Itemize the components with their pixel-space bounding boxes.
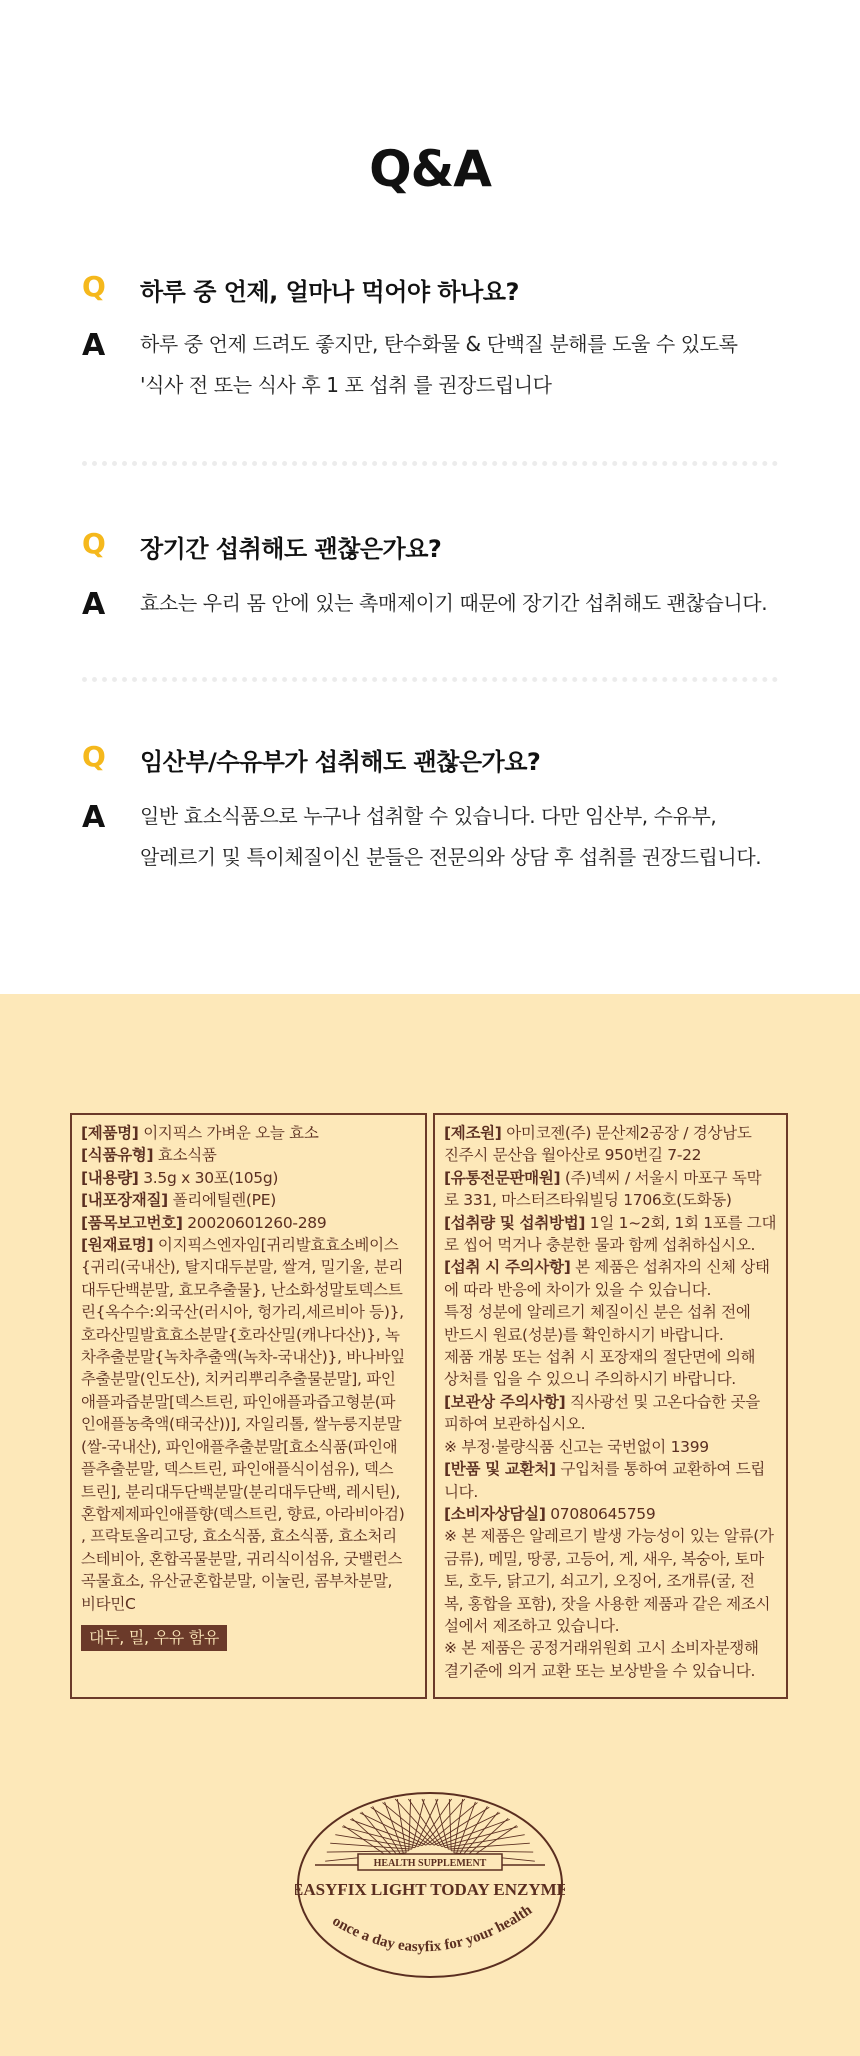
info-line: 호라산밀발효효소분말{호라산밀(캐나다산)}, 녹	[81, 1325, 400, 1344]
info-line: 토, 호두, 닭고기, 쇠고기, 오징어, 조개류(굴, 전	[444, 1572, 755, 1591]
info-line: ※ 본 제품은 공정거래위원회 고시 소비자분쟁해	[444, 1639, 759, 1658]
info-line: 린{옥수수:외국산(러시아, 헝가리,세르비아 등)},	[81, 1303, 404, 1322]
info-line: 대두단백분말, 효모추출물}, 난소화성말토덱스트	[81, 1280, 403, 1299]
info-line: 인애플농축액(태국산))], 자일리톨, 쌀누룽지분말	[81, 1415, 402, 1434]
info-line: 애플과즙분말[덱스트린, 파인애플과즙고형분(파	[81, 1392, 396, 1411]
info-line: 상처를 입을 수 있으니 주의하시기 바랍니다.	[444, 1370, 736, 1389]
info-line: 금류), 메밀, 땅콩, 고등어, 게, 새우, 복숭아, 토마	[444, 1549, 764, 1568]
a-letter: A	[82, 800, 106, 835]
info-line: [제품명] 이지픽스 가벼운 오늘 효소	[81, 1124, 319, 1142]
info-line: 반드시 원료(성분)를 확인하시기 바랍니다.	[444, 1325, 724, 1344]
dotted-divider	[82, 677, 778, 682]
info-line: 추출분말(인도산), 치커리뿌리추출물분말], 파인	[81, 1370, 396, 1389]
a-letter: A	[82, 587, 106, 622]
question-text: 하루 중 언제, 얼마나 먹어야 하나요?	[140, 278, 519, 306]
info-line: 에 따라 반응에 차이가 있을 수 있습니다.	[444, 1280, 712, 1299]
info-line: ※ 부정·불량식품 신고는 국번없이 1399	[444, 1437, 709, 1456]
question-text: 임산부/수유부가 섭취해도 괜찮은가요?	[140, 748, 541, 776]
answer-line: 효소는 우리 몸 안에 있는 촉매제이기 때문에 장기간 섭취해도 괜찮습니다.	[140, 591, 768, 615]
info-line: [섭취량 및 섭취방법] 1일 1~2회, 1회 1포를 그대	[444, 1213, 777, 1232]
logo-tagline-wrap	[329, 1902, 535, 1956]
info-line: 로 331, 마스터즈타워빌딩 1706호(도화동)	[444, 1191, 732, 1210]
answer-text	[140, 796, 761, 878]
product-info-left-box	[70, 1113, 427, 1699]
info-line: 설에서 제조하고 있습니다.	[444, 1616, 620, 1635]
info-line: [섭취 시 주의사항] 본 제품은 섭취자의 신체 상태	[444, 1258, 770, 1277]
info-line: [내용량] 3.5g x 30포(105g)	[81, 1168, 279, 1187]
info-line: {귀리(국내산), 탈지대두분말, 쌀겨, 밀기울, 분리	[81, 1258, 404, 1277]
info-line: 차추출분말{녹차추출액(녹차-국내산)}, 바나바잎	[81, 1348, 405, 1367]
dotted-divider	[82, 461, 778, 466]
info-line: [식품유형] 효소식품	[81, 1146, 217, 1165]
brand-emblem-icon	[295, 1790, 565, 1980]
answer-text	[140, 324, 738, 406]
info-line: 결기준에 의거 교환 또는 보상받을 수 있습니다.	[444, 1661, 756, 1680]
answer-line: 알레르기 및 특이체질이신 분들은 전문의와 상담 후 섭취를 권장드립니다.	[140, 845, 762, 869]
info-line: 곡물효소, 유산균혼합분말, 이눌린, 콤부차분말,	[81, 1572, 393, 1591]
q-letter: Q	[82, 527, 106, 560]
logo-badge: HEALTH SUPPLEMENT	[373, 1858, 487, 1869]
answer-line: 일반 효소식품으로 누구나 섭취할 수 있습니다. 다만 임산부, 수유부,	[140, 804, 717, 828]
answer-line: '식사 전 또는 식사 후 1 포 섭취 를 권장드립니다	[140, 373, 552, 397]
info-line: [소비자상담실] 07080645759	[444, 1504, 656, 1523]
info-line: 피하여 보관하십시오.	[444, 1415, 586, 1434]
info-line: 스테비아, 혼합곡물분말, 귀리식이섬유, 굿밸런스	[81, 1549, 403, 1568]
info-line: [원재료명] 이지픽스엔자임[귀리발효효소베이스	[81, 1236, 399, 1255]
info-line: 혼합제제파인애플향(덱스트린, 향료, 아라비아검)	[81, 1504, 405, 1523]
qa-section	[0, 0, 860, 994]
info-line: 로 씹어 먹거나 충분한 물과 함께 섭취하십시오.	[444, 1236, 756, 1255]
info-line: 니다.	[444, 1482, 478, 1501]
info-line: ※ 본 제품은 알레르기 발생 가능성이 있는 알류(가	[444, 1527, 774, 1546]
info-line: , 프락토올리고당, 효소식품, 효소식품, 효소처리	[81, 1527, 397, 1546]
q-letter: Q	[82, 270, 106, 303]
info-line: 플추출분말, 덱스트린, 파인애플식이섬유), 덱스	[81, 1460, 394, 1479]
logo-name: EASYFIX LIGHT TODAY ENZYME	[295, 1880, 565, 1899]
info-line: 비타민C	[81, 1594, 136, 1613]
info-line: [내포장재질] 폴리에틸렌(PE)	[81, 1191, 276, 1210]
answer-text	[140, 583, 767, 624]
info-line: [품목보고번호] 20020601260-289	[81, 1213, 327, 1232]
info-line: 특정 성분에 알레르기 체질이신 분은 섭취 전에	[444, 1303, 751, 1322]
brand-logo	[295, 1790, 565, 1980]
info-line: [제조원] 아미코젠(주) 문산제2공장 / 경상남도	[444, 1124, 752, 1142]
q-letter: Q	[82, 740, 106, 773]
allergy-badge: 대두, 밀, 우유 함유	[81, 1625, 227, 1651]
info-line: [보관상 주의사항] 직사광선 및 고온다습한 곳을	[444, 1392, 760, 1411]
info-line: [유통전문판매원] (주)넥씨 / 서울시 마포구 독막	[444, 1168, 762, 1187]
a-letter: A	[82, 328, 106, 363]
info-line: [반품 및 교환처] 구입처를 통하여 교환하여 드립	[444, 1460, 766, 1479]
product-info-right-box	[433, 1113, 788, 1699]
qa-title: Q&A	[369, 140, 491, 198]
info-line: 복, 홍합을 포함), 잣을 사용한 제품과 같은 제조시	[444, 1594, 771, 1613]
answer-line: 하루 중 언제 드려도 좋지만, 탄수화물 & 단백질 분해를 도울 수 있도록	[140, 332, 738, 356]
question-text: 장기간 섭취해도 괜찮은가요?	[140, 535, 442, 563]
info-line: 제품 개봉 또는 섭취 시 포장재의 절단면에 의해	[444, 1348, 756, 1367]
logo-tagline: once a day easyfix for your health	[329, 1902, 536, 1956]
info-line: 진주시 문산읍 월아산로 950번길 7-22	[444, 1146, 702, 1165]
product-info-right-lines	[444, 1122, 777, 1682]
product-info-left-lines	[81, 1122, 416, 1615]
info-line: (쌀-국내산), 파인애플추출분말[효소식품(파인애	[81, 1437, 398, 1456]
info-line: 트린], 분리대두단백분말(분리대두단백, 레시틴),	[81, 1482, 401, 1501]
